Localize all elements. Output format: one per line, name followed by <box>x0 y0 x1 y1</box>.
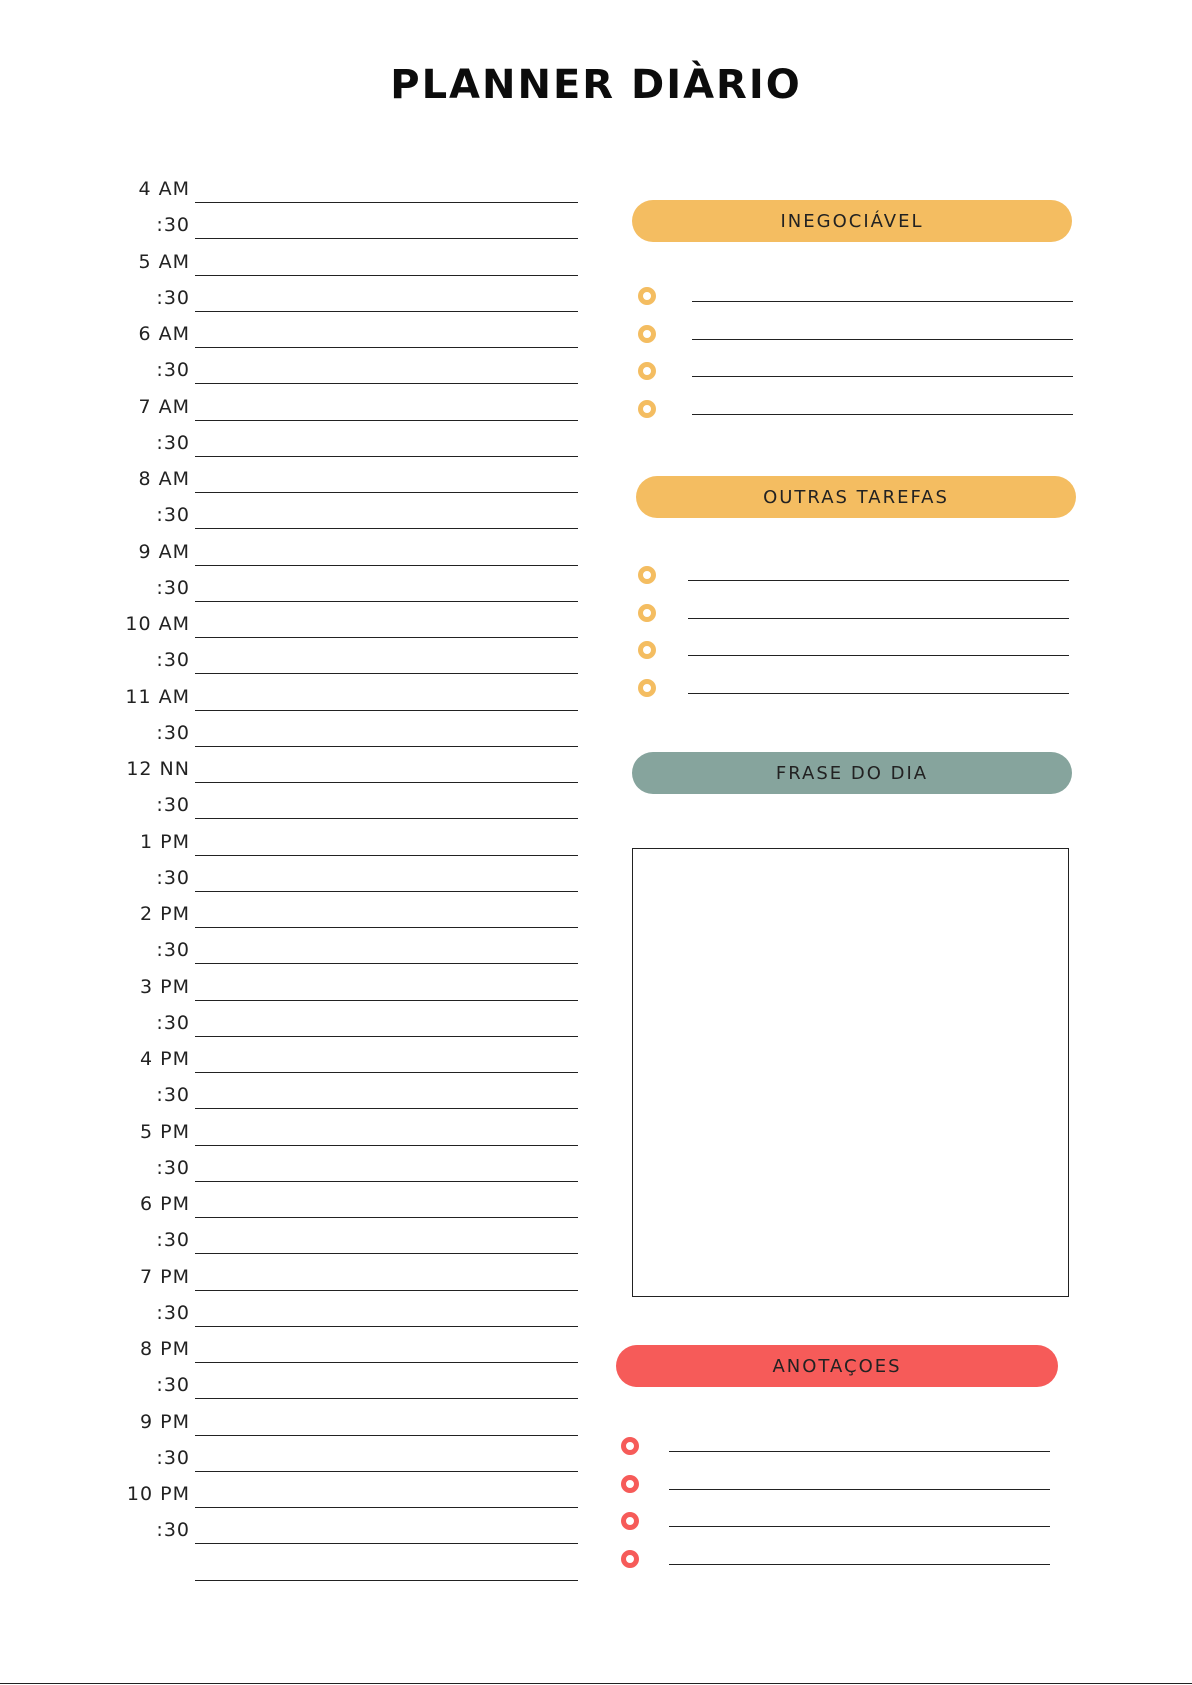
checkbox-ring[interactable] <box>638 325 656 343</box>
time-label: 4 PM <box>140 1048 190 1070</box>
time-label: 10 PM <box>126 1483 190 1505</box>
page-bottom-divider <box>0 1683 1192 1684</box>
checklist-line[interactable] <box>669 1489 1050 1490</box>
schedule-line[interactable] <box>195 528 578 529</box>
time-label: 5 AM <box>138 250 190 273</box>
time-label: :30 <box>156 1446 190 1469</box>
time-label: :30 <box>156 1229 190 1252</box>
page-title: PLANNER DIÀRIO <box>390 62 802 108</box>
checklist-line[interactable] <box>688 693 1069 694</box>
schedule-line[interactable] <box>195 456 578 457</box>
time-label: 2 PM <box>140 903 190 925</box>
time-label: 8 PM <box>140 1338 190 1360</box>
checkbox-ring[interactable] <box>638 362 656 380</box>
schedule-line[interactable] <box>195 238 578 239</box>
quote-box[interactable] <box>632 848 1069 1297</box>
checklist-line[interactable] <box>669 1526 1050 1527</box>
time-label: :30 <box>156 214 190 237</box>
checklist-line[interactable] <box>692 376 1073 377</box>
checkbox-ring[interactable] <box>638 641 656 659</box>
schedule-line[interactable] <box>195 383 578 384</box>
checklist-line[interactable] <box>692 414 1073 415</box>
time-label: 11 AM <box>125 685 190 708</box>
time-label: 7 PM <box>140 1265 190 1288</box>
schedule-line[interactable] <box>195 1145 578 1146</box>
time-label: :30 <box>156 1011 190 1034</box>
schedule-line[interactable] <box>195 746 578 747</box>
time-label: 9 PM <box>140 1410 190 1433</box>
section-label: OUTRAS TAREFAS <box>763 486 949 508</box>
schedule-line[interactable] <box>195 1036 578 1037</box>
schedule-line[interactable] <box>195 1507 578 1508</box>
schedule-line[interactable] <box>195 673 578 674</box>
schedule-line[interactable] <box>195 1398 578 1399</box>
checklist-line[interactable] <box>692 301 1073 302</box>
time-label: :30 <box>156 576 190 599</box>
time-label: :30 <box>156 1374 190 1397</box>
time-label: :30 <box>156 504 190 527</box>
schedule-line[interactable] <box>195 1543 578 1544</box>
schedule-line[interactable] <box>195 637 578 638</box>
schedule-line[interactable] <box>195 1435 578 1436</box>
schedule-line[interactable] <box>195 891 578 892</box>
time-label: :30 <box>156 286 190 309</box>
time-label: :30 <box>156 649 190 672</box>
schedule-line[interactable] <box>195 275 578 276</box>
time-label: 12 NN <box>126 758 190 780</box>
schedule-line[interactable] <box>195 1217 578 1218</box>
schedule-line[interactable] <box>195 565 578 566</box>
schedule-line[interactable] <box>195 782 578 783</box>
schedule-line[interactable] <box>195 963 578 964</box>
checkbox-ring[interactable] <box>638 604 656 622</box>
schedule-line[interactable] <box>195 1181 578 1182</box>
checkbox-ring[interactable] <box>638 400 656 418</box>
schedule-line[interactable] <box>195 1471 578 1472</box>
schedule-line[interactable] <box>195 202 578 203</box>
checkbox-ring[interactable] <box>621 1475 639 1493</box>
checklist-line[interactable] <box>688 618 1069 619</box>
section-pill-frase-do-dia <box>632 752 1072 794</box>
schedule-line[interactable] <box>195 1108 578 1109</box>
checklist-line[interactable] <box>669 1564 1050 1565</box>
time-label: :30 <box>156 1519 190 1542</box>
checkbox-ring[interactable] <box>621 1512 639 1530</box>
section-pill-outras-tarefas <box>636 476 1076 518</box>
checkbox-ring[interactable] <box>621 1437 639 1455</box>
schedule-line[interactable] <box>195 1000 578 1001</box>
checklist-line[interactable] <box>669 1451 1050 1452</box>
schedule-line[interactable] <box>195 927 578 928</box>
schedule-line[interactable] <box>195 1253 578 1254</box>
section-pill-anotacoes <box>616 1345 1058 1387</box>
checkbox-ring[interactable] <box>638 287 656 305</box>
section-label: FRASE DO DIA <box>775 762 929 784</box>
time-label: :30 <box>156 866 190 889</box>
schedule-line[interactable] <box>195 601 578 602</box>
time-label: :30 <box>156 1084 190 1107</box>
checklist-line[interactable] <box>688 655 1069 656</box>
section-pill-inegociavel <box>632 200 1072 242</box>
time-label: :30 <box>156 359 190 382</box>
time-label: :30 <box>156 1301 190 1324</box>
schedule-line[interactable] <box>195 1072 578 1073</box>
time-label: 3 PM <box>140 975 190 998</box>
time-label: :30 <box>156 794 190 817</box>
time-label: :30 <box>156 431 190 454</box>
time-label: 8 AM <box>138 468 190 490</box>
schedule-line[interactable] <box>195 1326 578 1327</box>
checkbox-ring[interactable] <box>638 679 656 697</box>
section-label: ANOTAÇOES <box>772 1355 902 1377</box>
checkbox-ring[interactable] <box>621 1550 639 1568</box>
schedule-line[interactable] <box>195 1580 578 1581</box>
schedule-line[interactable] <box>195 311 578 312</box>
checkbox-ring[interactable] <box>638 566 656 584</box>
time-label: 9 AM <box>138 540 190 563</box>
time-label: :30 <box>156 721 190 744</box>
schedule-line[interactable] <box>195 855 578 856</box>
time-label: :30 <box>156 939 190 962</box>
schedule-line[interactable] <box>195 1362 578 1363</box>
time-label: 10 AM <box>125 613 190 635</box>
schedule-line[interactable] <box>195 420 578 421</box>
time-label: 5 PM <box>140 1120 190 1143</box>
time-label: 6 AM <box>138 323 190 345</box>
section-label: INEGOCIÁVEL <box>780 210 924 232</box>
time-label: 6 PM <box>140 1193 190 1215</box>
schedule-line[interactable] <box>195 492 578 493</box>
checklist-line[interactable] <box>692 339 1073 340</box>
time-label: 4 AM <box>138 178 190 200</box>
schedule-line[interactable] <box>195 1290 578 1291</box>
schedule-line[interactable] <box>195 818 578 819</box>
checklist-line[interactable] <box>688 580 1069 581</box>
time-label: 7 AM <box>138 395 190 418</box>
schedule-line[interactable] <box>195 347 578 348</box>
time-label: :30 <box>156 1156 190 1179</box>
time-label: 1 PM <box>140 830 190 853</box>
schedule-line[interactable] <box>195 710 578 711</box>
